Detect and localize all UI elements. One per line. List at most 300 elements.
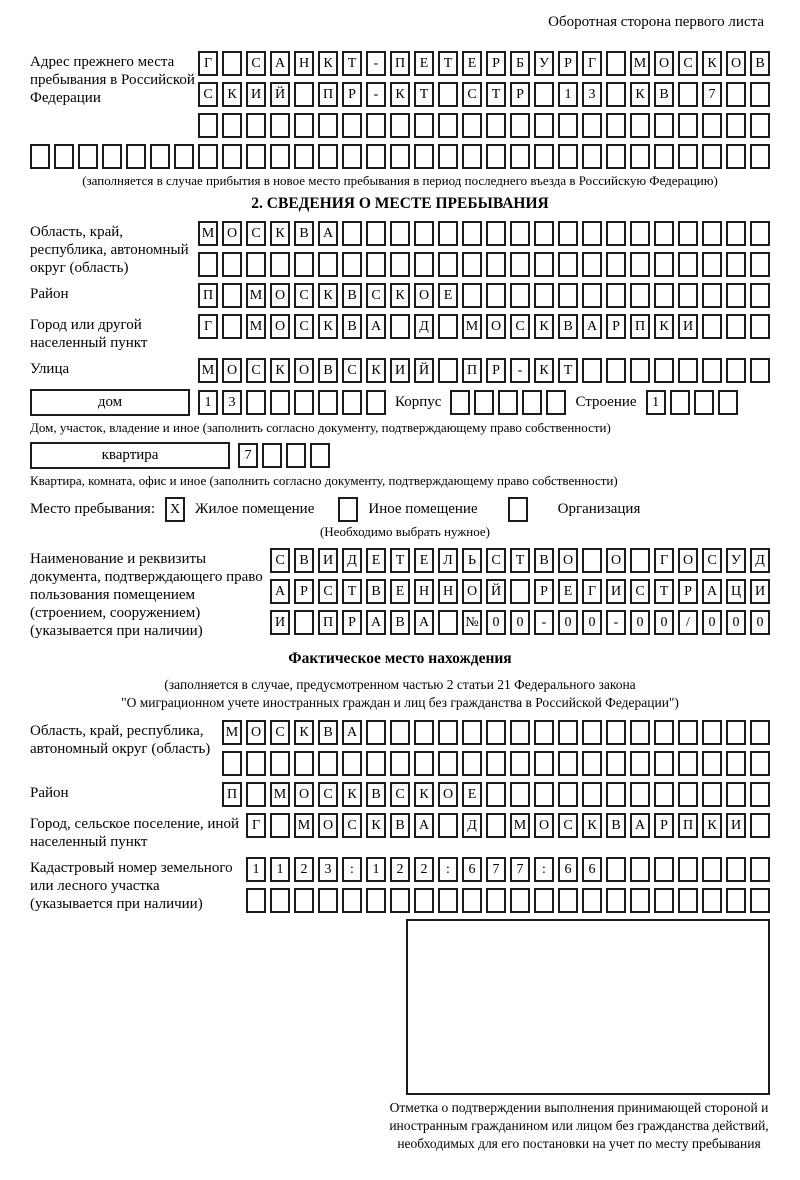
char-cell[interactable] — [558, 113, 578, 138]
char-cell[interactable] — [726, 888, 746, 913]
char-cell[interactable]: В — [390, 813, 410, 838]
char-cell[interactable] — [750, 720, 770, 745]
char-cell[interactable] — [558, 720, 578, 745]
char-cell[interactable]: 2 — [294, 857, 314, 882]
char-cell[interactable]: 2 — [414, 857, 434, 882]
char-cell[interactable]: А — [582, 314, 602, 339]
char-cell[interactable] — [678, 82, 698, 107]
char-cell[interactable]: Г — [654, 548, 674, 573]
char-cell[interactable] — [630, 252, 650, 277]
char-cell[interactable]: Н — [414, 579, 434, 604]
char-cell[interactable] — [318, 252, 338, 277]
char-cell[interactable] — [750, 857, 770, 882]
char-cell[interactable] — [678, 751, 698, 776]
char-cell[interactable] — [606, 358, 626, 383]
char-cell[interactable] — [654, 252, 674, 277]
char-cell[interactable]: А — [318, 221, 338, 246]
char-cell[interactable]: Т — [390, 548, 410, 573]
char-cell[interactable]: М — [198, 358, 218, 383]
char-cell[interactable] — [270, 144, 290, 169]
char-cell[interactable]: А — [702, 579, 722, 604]
char-cell[interactable]: А — [630, 813, 650, 838]
char-cell[interactable] — [726, 782, 746, 807]
char-cell[interactable]: О — [558, 548, 578, 573]
char-cell[interactable] — [726, 283, 746, 308]
char-cell[interactable] — [462, 888, 482, 913]
char-cell[interactable] — [294, 144, 314, 169]
char-cell[interactable] — [726, 751, 746, 776]
char-cell[interactable] — [318, 144, 338, 169]
char-cell[interactable] — [534, 782, 554, 807]
char-cell[interactable]: X — [165, 497, 185, 522]
char-cell[interactable] — [558, 782, 578, 807]
char-cell[interactable]: Т — [414, 82, 434, 107]
char-cell[interactable]: К — [318, 283, 338, 308]
char-cell[interactable] — [198, 113, 218, 138]
char-cell[interactable] — [510, 782, 530, 807]
char-cell[interactable] — [750, 113, 770, 138]
char-cell[interactable] — [150, 144, 170, 169]
char-cell[interactable] — [630, 888, 650, 913]
char-cell[interactable] — [726, 358, 746, 383]
char-cell[interactable] — [702, 314, 722, 339]
char-cell[interactable]: О — [534, 813, 554, 838]
char-cell[interactable] — [438, 720, 458, 745]
char-cell[interactable] — [438, 888, 458, 913]
char-cell[interactable]: Т — [342, 579, 362, 604]
char-cell[interactable] — [342, 888, 362, 913]
char-cell[interactable] — [246, 390, 266, 415]
char-cell[interactable]: О — [270, 314, 290, 339]
char-cell[interactable] — [270, 390, 290, 415]
char-cell[interactable]: С — [246, 358, 266, 383]
char-cell[interactable] — [342, 252, 362, 277]
char-cell[interactable]: С — [462, 82, 482, 107]
char-cell[interactable] — [630, 782, 650, 807]
char-cell[interactable] — [510, 888, 530, 913]
char-cell[interactable] — [750, 358, 770, 383]
char-cell[interactable] — [726, 221, 746, 246]
char-cell[interactable] — [174, 144, 194, 169]
char-cell[interactable] — [702, 358, 722, 383]
char-cell[interactable]: Т — [510, 548, 530, 573]
char-cell[interactable] — [558, 252, 578, 277]
char-cell[interactable]: О — [246, 720, 266, 745]
char-cell[interactable] — [366, 888, 386, 913]
char-cell[interactable]: Е — [366, 548, 386, 573]
char-cell[interactable]: Л — [438, 548, 458, 573]
char-cell[interactable]: 1 — [246, 857, 266, 882]
char-cell[interactable] — [438, 751, 458, 776]
char-cell[interactable] — [582, 358, 602, 383]
char-cell[interactable] — [606, 252, 626, 277]
char-cell[interactable]: : — [342, 857, 362, 882]
char-cell[interactable]: Й — [270, 82, 290, 107]
char-cell[interactable] — [486, 720, 506, 745]
char-cell[interactable]: 0 — [702, 610, 722, 635]
char-cell[interactable]: К — [318, 51, 338, 76]
char-cell[interactable]: К — [390, 283, 410, 308]
char-cell[interactable] — [222, 252, 242, 277]
char-cell[interactable] — [270, 751, 290, 776]
char-cell[interactable]: К — [318, 314, 338, 339]
char-cell[interactable] — [606, 82, 626, 107]
char-cell[interactable] — [310, 443, 330, 468]
char-cell[interactable] — [414, 144, 434, 169]
char-cell[interactable] — [286, 443, 306, 468]
char-cell[interactable]: С — [318, 782, 338, 807]
char-cell[interactable] — [438, 358, 458, 383]
char-cell[interactable]: Р — [486, 358, 506, 383]
char-cell[interactable] — [438, 252, 458, 277]
char-cell[interactable] — [678, 857, 698, 882]
char-cell[interactable]: Г — [198, 51, 218, 76]
char-cell[interactable]: 1 — [558, 82, 578, 107]
char-cell[interactable]: С — [486, 548, 506, 573]
char-cell[interactable] — [294, 252, 314, 277]
char-cell[interactable] — [30, 144, 50, 169]
char-cell[interactable]: Е — [390, 579, 410, 604]
char-cell[interactable] — [474, 390, 494, 415]
char-cell[interactable]: - — [366, 82, 386, 107]
char-cell[interactable]: П — [390, 51, 410, 76]
char-cell[interactable]: Й — [414, 358, 434, 383]
char-cell[interactable]: О — [462, 579, 482, 604]
char-cell[interactable] — [222, 314, 242, 339]
char-cell[interactable]: О — [606, 548, 626, 573]
char-cell[interactable] — [486, 252, 506, 277]
char-cell[interactable]: С — [270, 720, 290, 745]
stay-option-checkbox-organization[interactable] — [508, 497, 528, 522]
char-cell[interactable]: А — [342, 720, 362, 745]
char-cell[interactable] — [510, 720, 530, 745]
char-cell[interactable] — [318, 888, 338, 913]
char-cell[interactable] — [198, 252, 218, 277]
char-cell[interactable] — [726, 252, 746, 277]
char-cell[interactable]: Т — [654, 579, 674, 604]
char-cell[interactable] — [438, 314, 458, 339]
char-cell[interactable]: В — [318, 720, 338, 745]
char-cell[interactable]: И — [726, 813, 746, 838]
char-cell[interactable] — [486, 888, 506, 913]
stay-option-checkbox-other[interactable] — [338, 497, 358, 522]
char-cell[interactable]: К — [654, 314, 674, 339]
char-cell[interactable] — [246, 113, 266, 138]
char-cell[interactable]: А — [366, 314, 386, 339]
char-cell[interactable]: С — [342, 813, 362, 838]
char-cell[interactable]: С — [702, 548, 722, 573]
char-cell[interactable]: 0 — [630, 610, 650, 635]
char-cell[interactable] — [606, 144, 626, 169]
char-cell[interactable] — [222, 144, 242, 169]
char-cell[interactable] — [534, 751, 554, 776]
char-cell[interactable]: А — [366, 610, 386, 635]
char-cell[interactable]: С — [270, 548, 290, 573]
char-cell[interactable]: И — [318, 548, 338, 573]
char-cell[interactable] — [508, 497, 528, 522]
char-cell[interactable] — [678, 782, 698, 807]
char-cell[interactable] — [582, 888, 602, 913]
char-cell[interactable]: Т — [342, 51, 362, 76]
char-cell[interactable]: 6 — [558, 857, 578, 882]
char-cell[interactable] — [294, 82, 314, 107]
char-cell[interactable] — [702, 857, 722, 882]
char-cell[interactable] — [630, 144, 650, 169]
char-cell[interactable]: 0 — [654, 610, 674, 635]
char-cell[interactable] — [462, 252, 482, 277]
char-cell[interactable]: У — [534, 51, 554, 76]
char-cell[interactable]: К — [702, 813, 722, 838]
char-cell[interactable]: С — [678, 51, 698, 76]
char-cell[interactable] — [702, 283, 722, 308]
char-cell[interactable]: М — [630, 51, 650, 76]
char-cell[interactable] — [702, 888, 722, 913]
char-cell[interactable] — [718, 390, 738, 415]
char-cell[interactable]: 6 — [462, 857, 482, 882]
char-cell[interactable]: Ь — [462, 548, 482, 573]
char-cell[interactable] — [678, 283, 698, 308]
char-cell[interactable] — [366, 221, 386, 246]
char-cell[interactable]: К — [366, 813, 386, 838]
char-cell[interactable] — [534, 144, 554, 169]
char-cell[interactable]: 7 — [486, 857, 506, 882]
char-cell[interactable] — [438, 113, 458, 138]
char-cell[interactable] — [262, 443, 282, 468]
char-cell[interactable] — [606, 888, 626, 913]
char-cell[interactable]: Е — [558, 579, 578, 604]
char-cell[interactable] — [582, 720, 602, 745]
char-cell[interactable]: Н — [294, 51, 314, 76]
char-cell[interactable] — [486, 813, 506, 838]
char-cell[interactable] — [294, 610, 314, 635]
char-cell[interactable] — [678, 252, 698, 277]
char-cell[interactable] — [654, 720, 674, 745]
char-cell[interactable]: С — [558, 813, 578, 838]
char-cell[interactable]: К — [294, 720, 314, 745]
char-cell[interactable] — [390, 221, 410, 246]
char-cell[interactable]: Р — [654, 813, 674, 838]
char-cell[interactable] — [630, 857, 650, 882]
char-cell[interactable]: В — [366, 782, 386, 807]
char-cell[interactable]: 3 — [222, 390, 242, 415]
char-cell[interactable]: К — [342, 782, 362, 807]
char-cell[interactable]: В — [294, 548, 314, 573]
char-cell[interactable]: 0 — [510, 610, 530, 635]
char-cell[interactable]: - — [366, 51, 386, 76]
char-cell[interactable] — [534, 221, 554, 246]
char-cell[interactable]: Р — [678, 579, 698, 604]
char-cell[interactable]: - — [606, 610, 626, 635]
char-cell[interactable]: О — [222, 221, 242, 246]
char-cell[interactable]: С — [630, 579, 650, 604]
char-cell[interactable] — [654, 857, 674, 882]
char-cell[interactable] — [750, 314, 770, 339]
char-cell[interactable]: С — [294, 283, 314, 308]
char-cell[interactable]: Р — [534, 579, 554, 604]
char-cell[interactable]: И — [750, 579, 770, 604]
char-cell[interactable] — [702, 144, 722, 169]
char-cell[interactable]: 1 — [198, 390, 218, 415]
char-cell[interactable] — [390, 252, 410, 277]
char-cell[interactable] — [390, 144, 410, 169]
char-cell[interactable]: В — [654, 82, 674, 107]
char-cell[interactable]: 6 — [582, 857, 602, 882]
stay-option-checkbox-residential[interactable] — [165, 497, 185, 522]
char-cell[interactable] — [498, 390, 518, 415]
char-cell[interactable]: О — [318, 813, 338, 838]
char-cell[interactable] — [606, 857, 626, 882]
char-cell[interactable]: 3 — [318, 857, 338, 882]
char-cell[interactable] — [510, 283, 530, 308]
char-cell[interactable] — [654, 283, 674, 308]
char-cell[interactable] — [438, 813, 458, 838]
char-cell[interactable]: К — [270, 358, 290, 383]
char-cell[interactable]: 7 — [702, 82, 722, 107]
char-cell[interactable] — [678, 144, 698, 169]
char-cell[interactable] — [338, 497, 358, 522]
char-cell[interactable]: В — [534, 548, 554, 573]
char-cell[interactable]: В — [318, 358, 338, 383]
char-cell[interactable] — [582, 144, 602, 169]
char-cell[interactable] — [414, 888, 434, 913]
char-cell[interactable] — [246, 782, 266, 807]
char-cell[interactable] — [390, 888, 410, 913]
char-cell[interactable]: Д — [750, 548, 770, 573]
char-cell[interactable] — [438, 82, 458, 107]
char-cell[interactable]: Г — [246, 813, 266, 838]
char-cell[interactable] — [222, 51, 242, 76]
char-cell[interactable]: П — [222, 782, 242, 807]
char-cell[interactable] — [606, 51, 626, 76]
char-cell[interactable] — [462, 144, 482, 169]
char-cell[interactable]: Т — [558, 358, 578, 383]
char-cell[interactable] — [534, 283, 554, 308]
char-cell[interactable] — [486, 144, 506, 169]
char-cell[interactable] — [582, 751, 602, 776]
char-cell[interactable]: С — [318, 579, 338, 604]
char-cell[interactable] — [726, 720, 746, 745]
char-cell[interactable]: В — [294, 221, 314, 246]
char-cell[interactable] — [510, 113, 530, 138]
char-cell[interactable]: О — [222, 358, 242, 383]
char-cell[interactable] — [702, 113, 722, 138]
char-cell[interactable] — [366, 113, 386, 138]
char-cell[interactable]: К — [582, 813, 602, 838]
char-cell[interactable]: И — [270, 610, 290, 635]
char-cell[interactable]: С — [246, 51, 266, 76]
char-cell[interactable]: В — [750, 51, 770, 76]
char-cell[interactable]: К — [534, 314, 554, 339]
char-cell[interactable] — [294, 113, 314, 138]
char-cell[interactable]: Е — [462, 782, 482, 807]
char-cell[interactable] — [486, 113, 506, 138]
char-cell[interactable] — [558, 221, 578, 246]
char-cell[interactable] — [198, 144, 218, 169]
char-cell[interactable]: 7 — [510, 857, 530, 882]
char-cell[interactable]: М — [294, 813, 314, 838]
char-cell[interactable]: : — [438, 857, 458, 882]
char-cell[interactable] — [678, 720, 698, 745]
char-cell[interactable] — [342, 221, 362, 246]
char-cell[interactable] — [486, 782, 506, 807]
char-cell[interactable] — [414, 113, 434, 138]
char-cell[interactable]: Р — [294, 579, 314, 604]
char-cell[interactable] — [606, 113, 626, 138]
char-cell[interactable] — [654, 751, 674, 776]
char-cell[interactable]: О — [294, 782, 314, 807]
char-cell[interactable]: Д — [462, 813, 482, 838]
char-cell[interactable]: Е — [414, 548, 434, 573]
char-cell[interactable] — [750, 221, 770, 246]
char-cell[interactable] — [606, 720, 626, 745]
char-cell[interactable]: Р — [342, 610, 362, 635]
char-cell[interactable] — [654, 221, 674, 246]
char-cell[interactable] — [294, 888, 314, 913]
char-cell[interactable]: Г — [582, 51, 602, 76]
char-cell[interactable]: А — [270, 579, 290, 604]
char-cell[interactable]: : — [534, 857, 554, 882]
char-cell[interactable] — [270, 113, 290, 138]
char-cell[interactable]: 1 — [270, 857, 290, 882]
char-cell[interactable]: 3 — [582, 82, 602, 107]
char-cell[interactable] — [630, 548, 650, 573]
char-cell[interactable] — [558, 144, 578, 169]
char-cell[interactable] — [222, 283, 242, 308]
char-cell[interactable]: К — [222, 82, 242, 107]
char-cell[interactable]: 0 — [558, 610, 578, 635]
char-cell[interactable] — [606, 221, 626, 246]
char-cell[interactable]: П — [462, 358, 482, 383]
char-cell[interactable] — [414, 751, 434, 776]
char-cell[interactable] — [534, 113, 554, 138]
char-cell[interactable] — [558, 283, 578, 308]
char-cell[interactable]: 7 — [238, 443, 258, 468]
char-cell[interactable] — [750, 252, 770, 277]
char-cell[interactable]: В — [390, 610, 410, 635]
char-cell[interactable] — [694, 390, 714, 415]
char-cell[interactable] — [366, 144, 386, 169]
char-cell[interactable] — [246, 888, 266, 913]
char-cell[interactable] — [726, 113, 746, 138]
char-cell[interactable] — [750, 283, 770, 308]
char-cell[interactable] — [486, 751, 506, 776]
char-cell[interactable]: Г — [198, 314, 218, 339]
char-cell[interactable] — [534, 252, 554, 277]
char-cell[interactable]: И — [390, 358, 410, 383]
char-cell[interactable]: М — [198, 221, 218, 246]
char-cell[interactable]: Р — [606, 314, 626, 339]
char-cell[interactable] — [750, 782, 770, 807]
char-cell[interactable] — [342, 144, 362, 169]
char-cell[interactable]: Г — [582, 579, 602, 604]
char-cell[interactable]: К — [270, 221, 290, 246]
char-cell[interactable] — [702, 751, 722, 776]
char-cell[interactable]: А — [414, 813, 434, 838]
char-cell[interactable]: Е — [462, 51, 482, 76]
char-cell[interactable]: Р — [510, 82, 530, 107]
char-cell[interactable]: 0 — [750, 610, 770, 635]
char-cell[interactable]: О — [654, 51, 674, 76]
char-cell[interactable] — [726, 857, 746, 882]
char-cell[interactable] — [438, 144, 458, 169]
char-cell[interactable] — [630, 221, 650, 246]
char-cell[interactable] — [294, 390, 314, 415]
char-cell[interactable] — [678, 358, 698, 383]
char-cell[interactable]: К — [390, 82, 410, 107]
char-cell[interactable] — [102, 144, 122, 169]
char-cell[interactable] — [462, 221, 482, 246]
char-cell[interactable]: И — [246, 82, 266, 107]
